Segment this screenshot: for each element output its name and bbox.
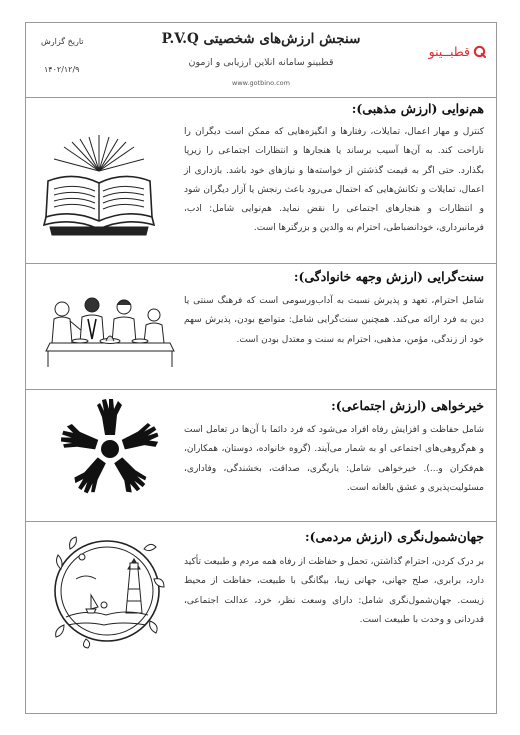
open-book-icon — [40, 131, 158, 241]
lighthouse-wreath-icon — [46, 529, 168, 649]
joined-hands-icon — [58, 397, 162, 501]
section-divider — [26, 389, 496, 390]
report-date-label: تاریخ گزارش — [41, 37, 84, 46]
brand-logo — [429, 44, 486, 59]
header-divider — [26, 97, 496, 98]
brand-logo-text: قطبــینو — [428, 44, 470, 59]
site-url: www.gotbino.com — [232, 79, 290, 87]
section-body-tradition: شامل احترام، تعهد و پذیرش نسبت به آداب‌ورسومی است که فرهنگ سنتی یا دین به فرد ارائه می‌کند. همچنین سنت‌گرایی شامل: متواضع بودن، پذیرش سهم خود از زندگی، مؤمن، مذهبی، احترام به سنت و معتدل بودن است. — [184, 296, 484, 345]
section-title-tradition: سنت‌گرایی (ارزش وجهه خانوادگی): — [293, 269, 484, 284]
section-body-conformity: کنترل و مهار اعمال، تمایلات، رفتارها و انگیزه‌هایی که ممکن است دیگران را ناراحت کند. به آن‌ها آسیب برساند یا هنجارها و انتظارات اجتماعی را زیرپا بگذارد. حتی اگر به قیمت گذشتن از خواسته‌ها و نیازهای خود باشد. بازداری از اعمال، تمایلات و تکانش‌هایی که احتمال می‌رود باعث رنجش یا آزار دیگران شود و انتظارات و هنجارهای اجتماعی را نقض نماید. هم‌نوایی شامل: ادب، فرمانبرداری، خودانضباطی، احترام به والدین و بزرگترها است. — [184, 127, 484, 234]
report-page — [25, 22, 497, 714]
report-header — [26, 23, 496, 93]
section-title-universalism: جهان‌شمول‌نگری (ارزش مردمی): — [304, 529, 484, 544]
family-dinner-icon — [40, 291, 180, 369]
section-title-conformity: هم‌نوایی (ارزش مذهبی): — [351, 101, 484, 116]
section-divider — [26, 263, 496, 264]
section-body-universalism: بر درک کردن، احترام گذاشتن، تحمل و حفاظت از رفاه همه مردم و طبیعت تأکید دارد، برابری، صلح جهانی، جهانی زیبا، بیگانگی با طبیعت، حفاظت از محیط زیست. جهان‌شمول‌نگری شامل: دارای وسعت نظر، خرد، عدالت اجتماعی، قدردانی و وحدت با طبیعت است. — [184, 557, 484, 625]
section-title-benevolence: خیرخواهی (ارزش اجتماعی): — [331, 398, 484, 413]
report-date-value: ۱۴۰۲/۱۲/۹ — [44, 65, 80, 74]
report-title: سنجش ارزش‌های شخصیتی P.V.Q — [161, 31, 361, 47]
brand-logo-icon — [473, 45, 486, 58]
report-subtitle: قطبینو سامانه انلاین ارزیابی و ازمون — [188, 57, 334, 68]
section-body-benevolence: شامل حفاظت و افزایش رفاه افراد می‌شود که فرد دائما با آن‌ها در تعامل است و هم‌گروهی‌های اجتماعی او به شمار می‌آیند. (گروه خانواده، دوستان، همکاران، هم‌فکران و...). خیرخواهی شامل: یاریگری، صداقت، بخشندگی، وفاداری، مسئولیت‌پذیری و عشق بالغانه است. — [184, 425, 484, 493]
section-divider — [26, 521, 496, 522]
